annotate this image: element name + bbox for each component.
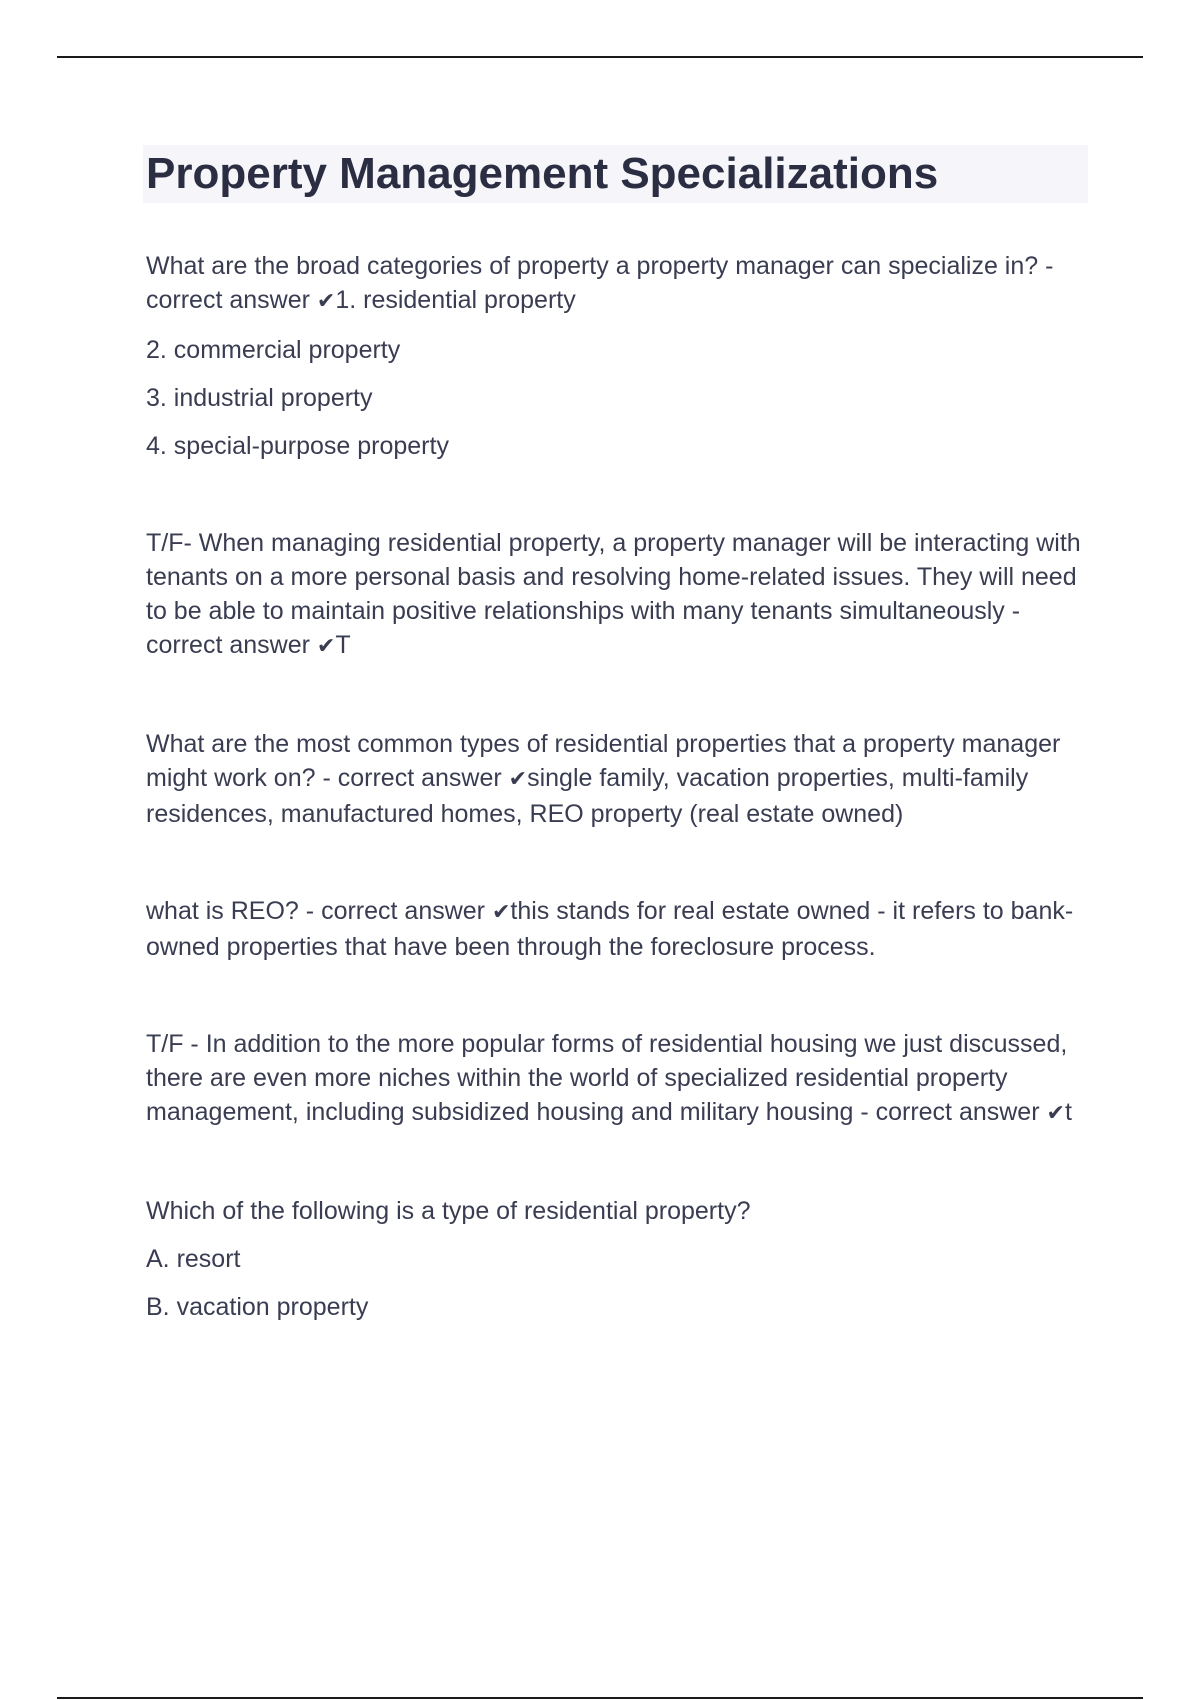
option-item: A. resort [146,1245,241,1273]
answer-text: T [335,631,351,659]
answer-marker: - correct answer [860,1098,1047,1126]
qa-block-3 [146,727,1086,831]
qa-text [146,894,1086,964]
list-item: 4. special-purpose property [146,432,449,460]
answer-marker: - correct answer [322,764,509,792]
check-icon: ✔ [491,900,511,925]
answer-text: single family, vacation properties, multi-family residences, manufactured homes, REO property (real estate owned) [146,764,1029,828]
question-text: T/F- When managing residential property, a property manager will be interacting with tenants on a more personal basis and resolving home-related issues. They will need to be able to maintain positive relationships with many tenants simultaneously [146,529,1081,625]
list-item: 2. commercial property [146,336,401,364]
question-text: what is REO? [146,897,299,925]
question-text: What are the most common types of residential properties that a property manager might work on? [146,730,1061,792]
list-item: 3. industrial property [146,384,373,412]
page-title: Property Management Specializations [146,149,939,198]
qa-block-1 [146,249,1086,463]
question-text: Which of the following is a type of residential property? [146,1197,751,1225]
qa-block-5 [146,1027,1086,1131]
qa-text [146,1027,1086,1131]
answer-marker: - correct answer [305,897,492,925]
answer-text: 1. residential property [335,286,576,314]
qa-text [146,249,1086,319]
option-item: B. vacation property [146,1293,369,1321]
qa-text [146,727,1086,831]
check-icon: ✔ [316,634,336,659]
qa-block-6 [146,1194,1086,1324]
check-icon: ✔ [316,289,336,314]
answer-text: this stands for real estate owned - it refers to bank-owned properties that have been through the foreclosure process. [146,897,1074,961]
answer-text: t [1064,1098,1072,1126]
check-icon: ✔ [1046,1101,1065,1126]
qa-block-2 [146,526,1086,664]
top-rule [57,56,1143,58]
check-icon: ✔ [508,767,528,792]
qa-block-4 [146,894,1086,964]
question-text: T/F - In addition to the more popular forms of residential housing we just discussed, there are even more niches within the world of specialized residential property management, including subsidized housing and military housing [146,1030,1068,1126]
document-body [146,249,1086,1324]
qa-text [146,526,1086,664]
bottom-rule [57,1697,1143,1699]
question-text: What are the broad categories of property a property manager can specialize in? [146,252,1039,280]
answer-marker: - correct answer [146,252,1054,314]
answer-marker: - correct answer [146,597,1021,659]
